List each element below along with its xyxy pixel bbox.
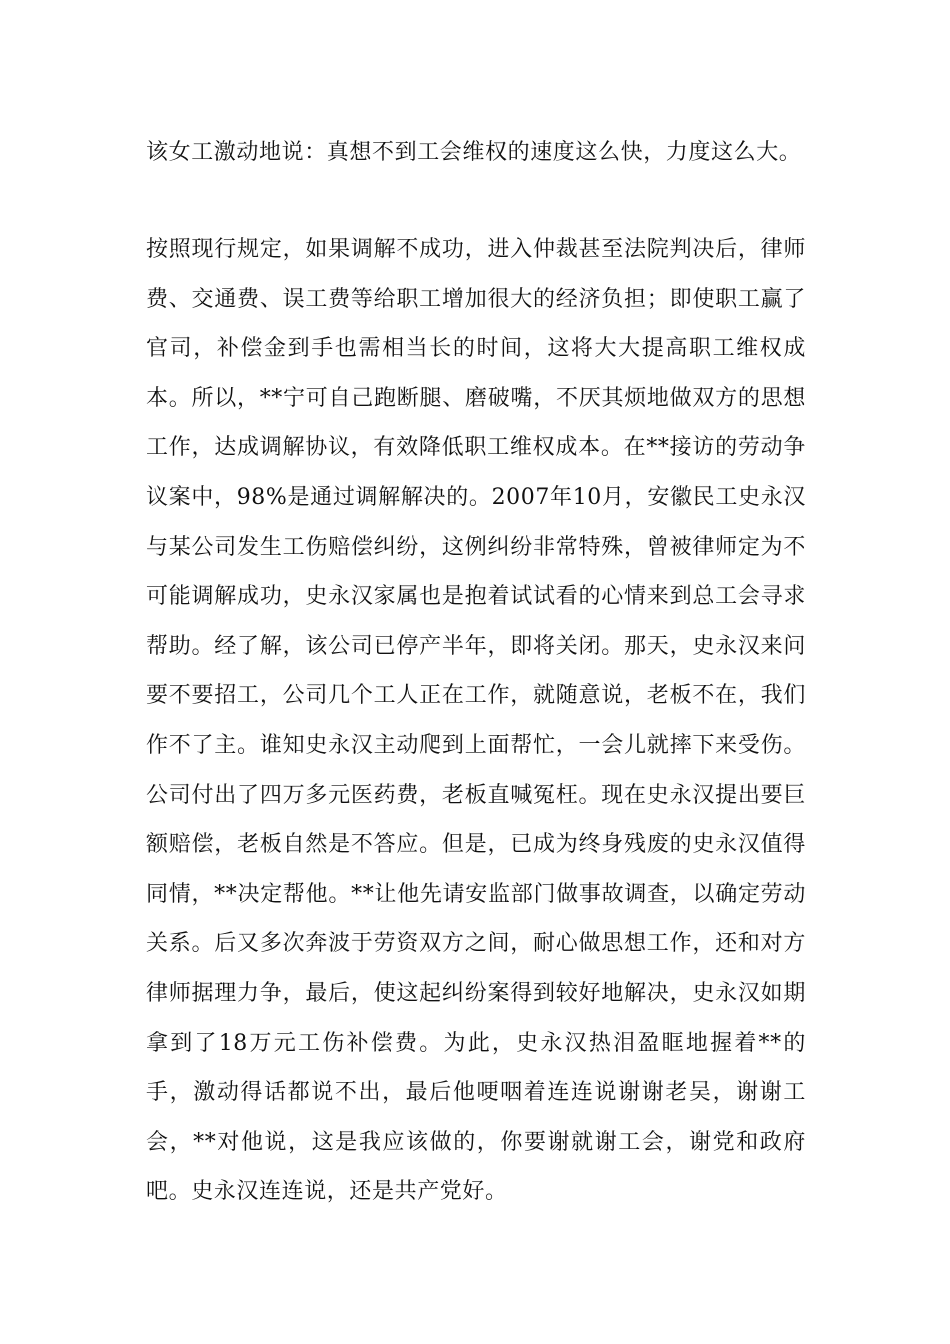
paragraph-2: 按照现行规定，如果调解不成功，进入仲裁甚至法院判决后，律师费、交通费、误工费等给职工增加很大的经济负担；即使职工赢了官司，补偿金到手也需相当长的时间，这将大大提高职工维权成本。所以，**宁可自己跑断腿、磨破嘴，不厌其烦地做双方的思想工作，达成调解协议，有效降低职工维权成本。在**接访的劳动争议案中，98%是通过调解解决的。2007年10月，安徽民工史永汉与某公司发生工伤赔偿纠纷，这例纠纷非常特殊，曾被律师定为不可能调解成功，史永汉家属也是抱着试试看的心情来到总工会寻求帮助。经了解，该公司已停产半年，即将关闭。那天，史永汉来问要不要招工，公司几个工人正在工作，就随意说，老板不在，我们作不了主。谁知史永汉主动爬到上面帮忙，一会儿就摔下来受伤。公司付出了四万多元医药费，老板直喊冤枉。现在史永汉提出要巨额赔偿，老板自然是不答应。但是，已成为终身残废的史永汉值得同情，**决定帮他。**让他先请安监部门做事故调查，以确定劳动关系。后又多次奔波于劳资双方之间，耐心做思想工作，还和对方律师据理力争，最后，使这起纠纷案得到较好地解决，史永汉如期拿到了18万元工伤补偿费。为此，史永汉热泪盈眶地握着**的手，激动得话都说不出，最后他哽咽着连连说谢谢老吴，谢谢工会，**对他说，这是我应该做的，你要谢就谢工会，谢党和政府吧。史永汉连连说，还是共产党好。: [146, 237, 806, 1205]
paragraph-1: 该女工激动地说：真想不到工会维权的速度这么快，力度这么大。: [146, 140, 802, 165]
